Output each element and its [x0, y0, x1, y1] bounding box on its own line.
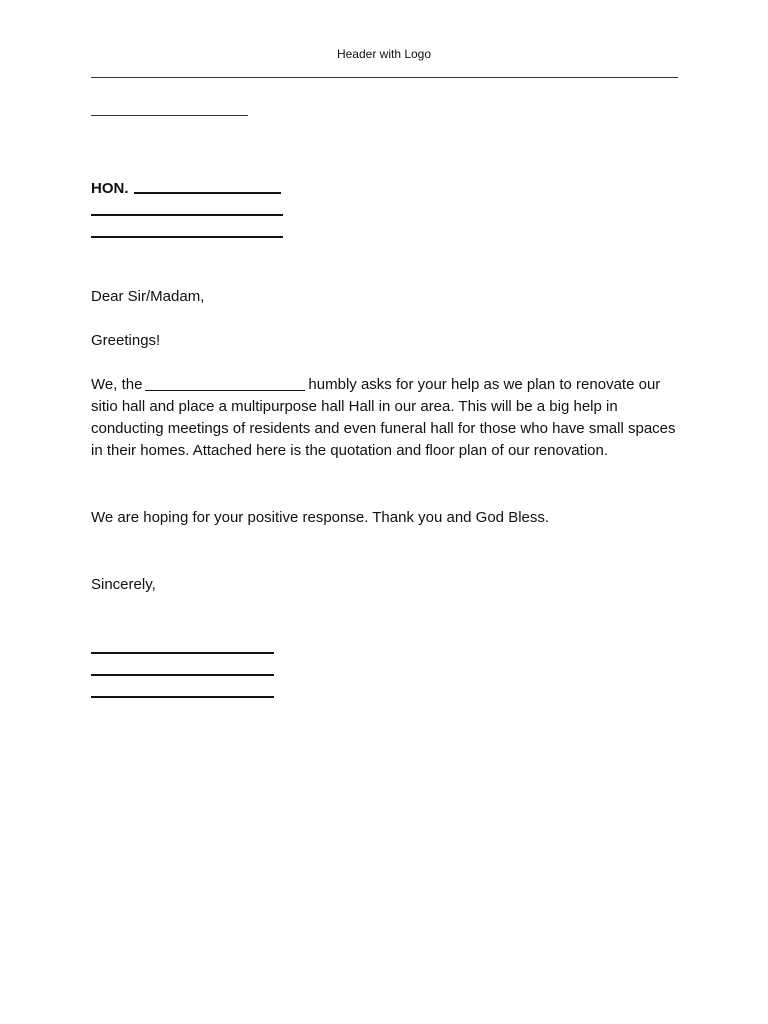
header-title: Header with Logo [336, 47, 432, 61]
signature-title-blank [91, 674, 274, 676]
recipient-name-blank [134, 192, 281, 194]
signature-name-blank [91, 652, 274, 654]
main-paragraph [91, 374, 681, 462]
closing-paragraph: We are hoping for your positive response. Thank you and God Bless. [91, 509, 550, 526]
header-divider [91, 77, 678, 78]
recipient-title-line [91, 198, 283, 220]
date-blank-line [91, 115, 248, 116]
recipient-address-line [91, 220, 283, 242]
greeting: Greetings! [91, 332, 161, 349]
salutation: Dear Sir/Madam, [91, 288, 205, 305]
honorific-label: HON. [91, 180, 129, 197]
recipient-name-line [91, 176, 283, 198]
body-prefix: We, the [91, 376, 143, 393]
recipient-block [91, 176, 283, 242]
body-suffix: humbly asks for your help as we plan to renovate our sitio hall and place a multipurpose hall Hall in our area. This will be a big help in conducting meetings of residents and even funeral hall for those who have small spaces in their homes. Attached here is the quotation and floor plan of our renovation. [91, 376, 676, 459]
recipient-title-blank [91, 214, 283, 216]
organization-blank [145, 390, 305, 391]
signature-org-blank [91, 696, 274, 698]
recipient-address-blank [91, 236, 283, 238]
signoff: Sincerely, [91, 576, 156, 593]
